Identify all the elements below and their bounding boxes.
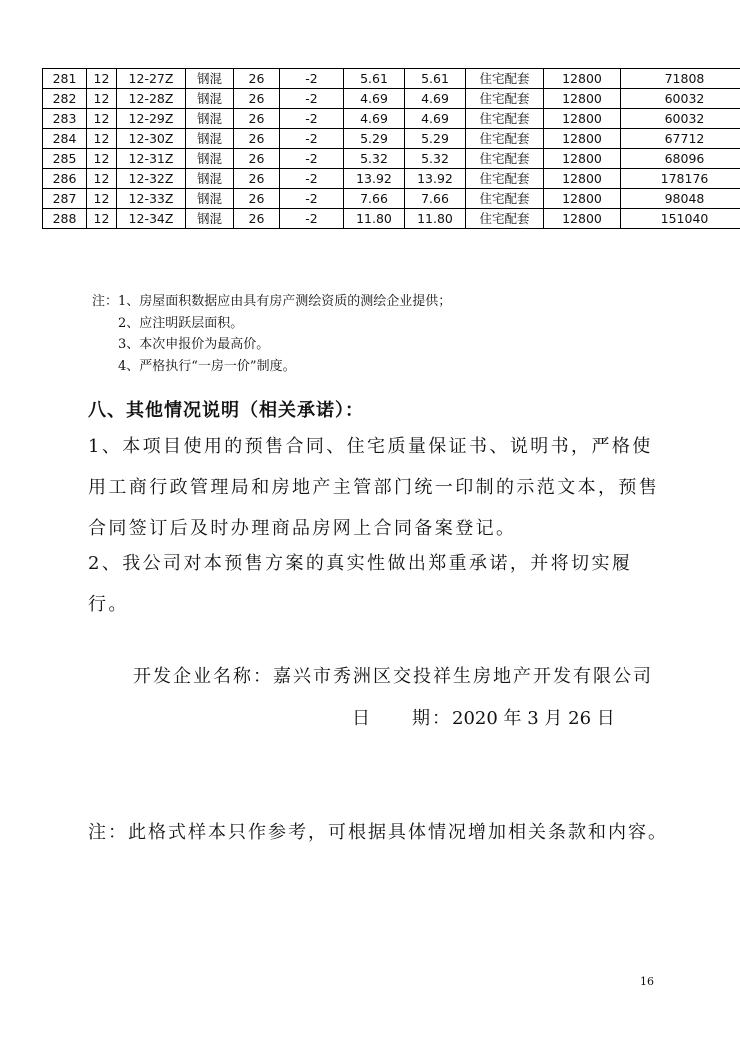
inner-area-cell: 5.29 (405, 129, 466, 149)
room-seq-cell: 286 (43, 169, 87, 189)
building-area-cell: 5.29 (344, 129, 405, 149)
usage-cell: 住宅配套 (466, 149, 544, 169)
room-seq-cell: 282 (43, 89, 87, 109)
building-cell: 12 (87, 69, 117, 89)
total-price-cell: 60032 (621, 89, 740, 109)
usage-cell: 住宅配套 (466, 109, 544, 129)
usage-cell: 住宅配套 (466, 69, 544, 89)
building-cell: 12 (87, 169, 117, 189)
usage-cell: 住宅配套 (466, 209, 544, 229)
inner-area-cell: 5.61 (405, 69, 466, 89)
inner-area-cell: 5.32 (405, 149, 466, 169)
room-number-cell: 12-29Z (117, 109, 186, 129)
room-number-cell: 12-31Z (117, 149, 186, 169)
room-seq-cell: 281 (43, 69, 87, 89)
structure-cell: 钢混 (186, 189, 234, 209)
room-seq-cell: 285 (43, 149, 87, 169)
unit-price-cell: 12800 (544, 209, 621, 229)
usage-cell: 住宅配套 (466, 189, 544, 209)
room-seq-cell: 288 (43, 209, 87, 229)
room-seq-cell: 284 (43, 129, 87, 149)
commitment-paragraph-2: 2、我公司对本预售方案的真实性做出郑重承诺，并将切实履行。 (88, 553, 633, 615)
building-cell: 12 (87, 149, 117, 169)
structure-cell: 钢混 (186, 69, 234, 89)
table-row (43, 149, 740, 169)
page-number: 16 (640, 975, 654, 988)
floor-cell: -2 (280, 189, 344, 209)
unit-price-cell: 12800 (544, 149, 621, 169)
room-number-cell: 12-32Z (117, 169, 186, 189)
floor-cell: -2 (280, 109, 344, 129)
note-line-3: 3、本次申报价为最高价。 (118, 337, 270, 352)
room-number-cell: 12-30Z (117, 129, 186, 149)
unit-price-cell: 12800 (544, 109, 621, 129)
inner-area-cell: 4.69 (405, 109, 466, 129)
total-price-cell: 178176 (621, 169, 740, 189)
building-area-cell: 4.69 (344, 89, 405, 109)
floor-cell: -2 (280, 129, 344, 149)
usage-cell: 住宅配套 (466, 129, 544, 149)
date-label: 日 期： (352, 708, 452, 729)
total-price-cell: 68096 (621, 149, 740, 169)
table-row (43, 209, 740, 229)
total-price-cell: 151040 (621, 209, 740, 229)
floor-cell: -2 (280, 169, 344, 189)
structure-cell: 钢混 (186, 109, 234, 129)
room-number-cell: 12-28Z (117, 89, 186, 109)
total-floors-cell: 26 (234, 169, 280, 189)
unit-price-cell: 12800 (544, 169, 621, 189)
footnote: 注：此格式样本只作参考，可根据具体情况增加相关条款和内容。 (88, 822, 668, 843)
room-number-cell: 12-33Z (117, 189, 186, 209)
room-seq-cell: 283 (43, 109, 87, 129)
developer-line (133, 662, 653, 688)
floor-cell: -2 (280, 209, 344, 229)
company-name: 嘉兴市秀洲区交投祥生房地产开发有限公司 (273, 666, 653, 687)
floor-cell: -2 (280, 149, 344, 169)
structure-cell: 钢混 (186, 149, 234, 169)
structure-cell: 钢混 (186, 209, 234, 229)
total-price-cell: 98048 (621, 189, 740, 209)
building-area-cell: 5.61 (344, 69, 405, 89)
table-row (43, 109, 740, 129)
inner-area-cell: 13.92 (405, 169, 466, 189)
total-price-cell: 67712 (621, 129, 740, 149)
building-area-cell: 13.92 (344, 169, 405, 189)
structure-cell: 钢混 (186, 169, 234, 189)
unit-price-table (42, 68, 740, 229)
floor-cell: -2 (280, 69, 344, 89)
total-floors-cell: 26 (234, 209, 280, 229)
building-area-cell: 5.32 (344, 149, 405, 169)
table-row (43, 169, 740, 189)
date-value: 2020 年 3 月 26 日 (452, 708, 615, 729)
inner-area-cell: 11.80 (405, 209, 466, 229)
total-price-cell: 71808 (621, 69, 740, 89)
table-row (43, 189, 740, 209)
building-cell: 12 (87, 89, 117, 109)
total-floors-cell: 26 (234, 149, 280, 169)
table-row (43, 129, 740, 149)
total-price-cell: 60032 (621, 109, 740, 129)
table-row (43, 69, 740, 89)
total-floors-cell: 26 (234, 129, 280, 149)
building-cell: 12 (87, 189, 117, 209)
building-cell: 12 (87, 109, 117, 129)
note-line-2: 2、应注明跃层面积。 (118, 315, 244, 331)
total-floors-cell: 26 (234, 69, 280, 89)
table-body (43, 69, 740, 229)
unit-price-cell: 12800 (544, 89, 621, 109)
note-line-4: 4、严格执行“一房一价”制度。 (118, 358, 296, 374)
building-area-cell: 11.80 (344, 209, 405, 229)
structure-cell: 钢混 (186, 89, 234, 109)
total-floors-cell: 26 (234, 109, 280, 129)
inner-area-cell: 7.66 (405, 189, 466, 209)
section-heading: 八、其他情况说明（相关承诺）： (88, 400, 364, 421)
unit-price-cell: 12800 (544, 129, 621, 149)
building-area-cell: 7.66 (344, 189, 405, 209)
inner-area-cell: 4.69 (405, 89, 466, 109)
note-line-1: 注：1、房屋面积数据应由具有房产测绘资质的测绘企业提供； (92, 294, 452, 309)
table-notes (92, 291, 451, 377)
structure-cell: 钢混 (186, 129, 234, 149)
building-cell: 12 (87, 129, 117, 149)
total-floors-cell: 26 (234, 89, 280, 109)
table-row (43, 89, 740, 109)
usage-cell: 住宅配套 (466, 89, 544, 109)
building-area-cell: 4.69 (344, 109, 405, 129)
building-cell: 12 (87, 209, 117, 229)
room-seq-cell: 287 (43, 189, 87, 209)
date-line (352, 704, 615, 730)
commitment-paragraph-1: 1、本项目使用的预售合同、住宅质量保证书、说明书，严格使用工商行政管理局和房地产主管部门统一印制的示范文本，预售合同签订后及时办理商品房网上合同备案登记。 (88, 436, 660, 539)
room-number-cell: 12-27Z (117, 69, 186, 89)
floor-cell: -2 (280, 89, 344, 109)
total-floors-cell: 26 (234, 189, 280, 209)
unit-price-cell: 12800 (544, 189, 621, 209)
usage-cell: 住宅配套 (466, 169, 544, 189)
unit-price-cell: 12800 (544, 69, 621, 89)
room-number-cell: 12-34Z (117, 209, 186, 229)
company-label: 开发企业名称： (133, 666, 273, 687)
